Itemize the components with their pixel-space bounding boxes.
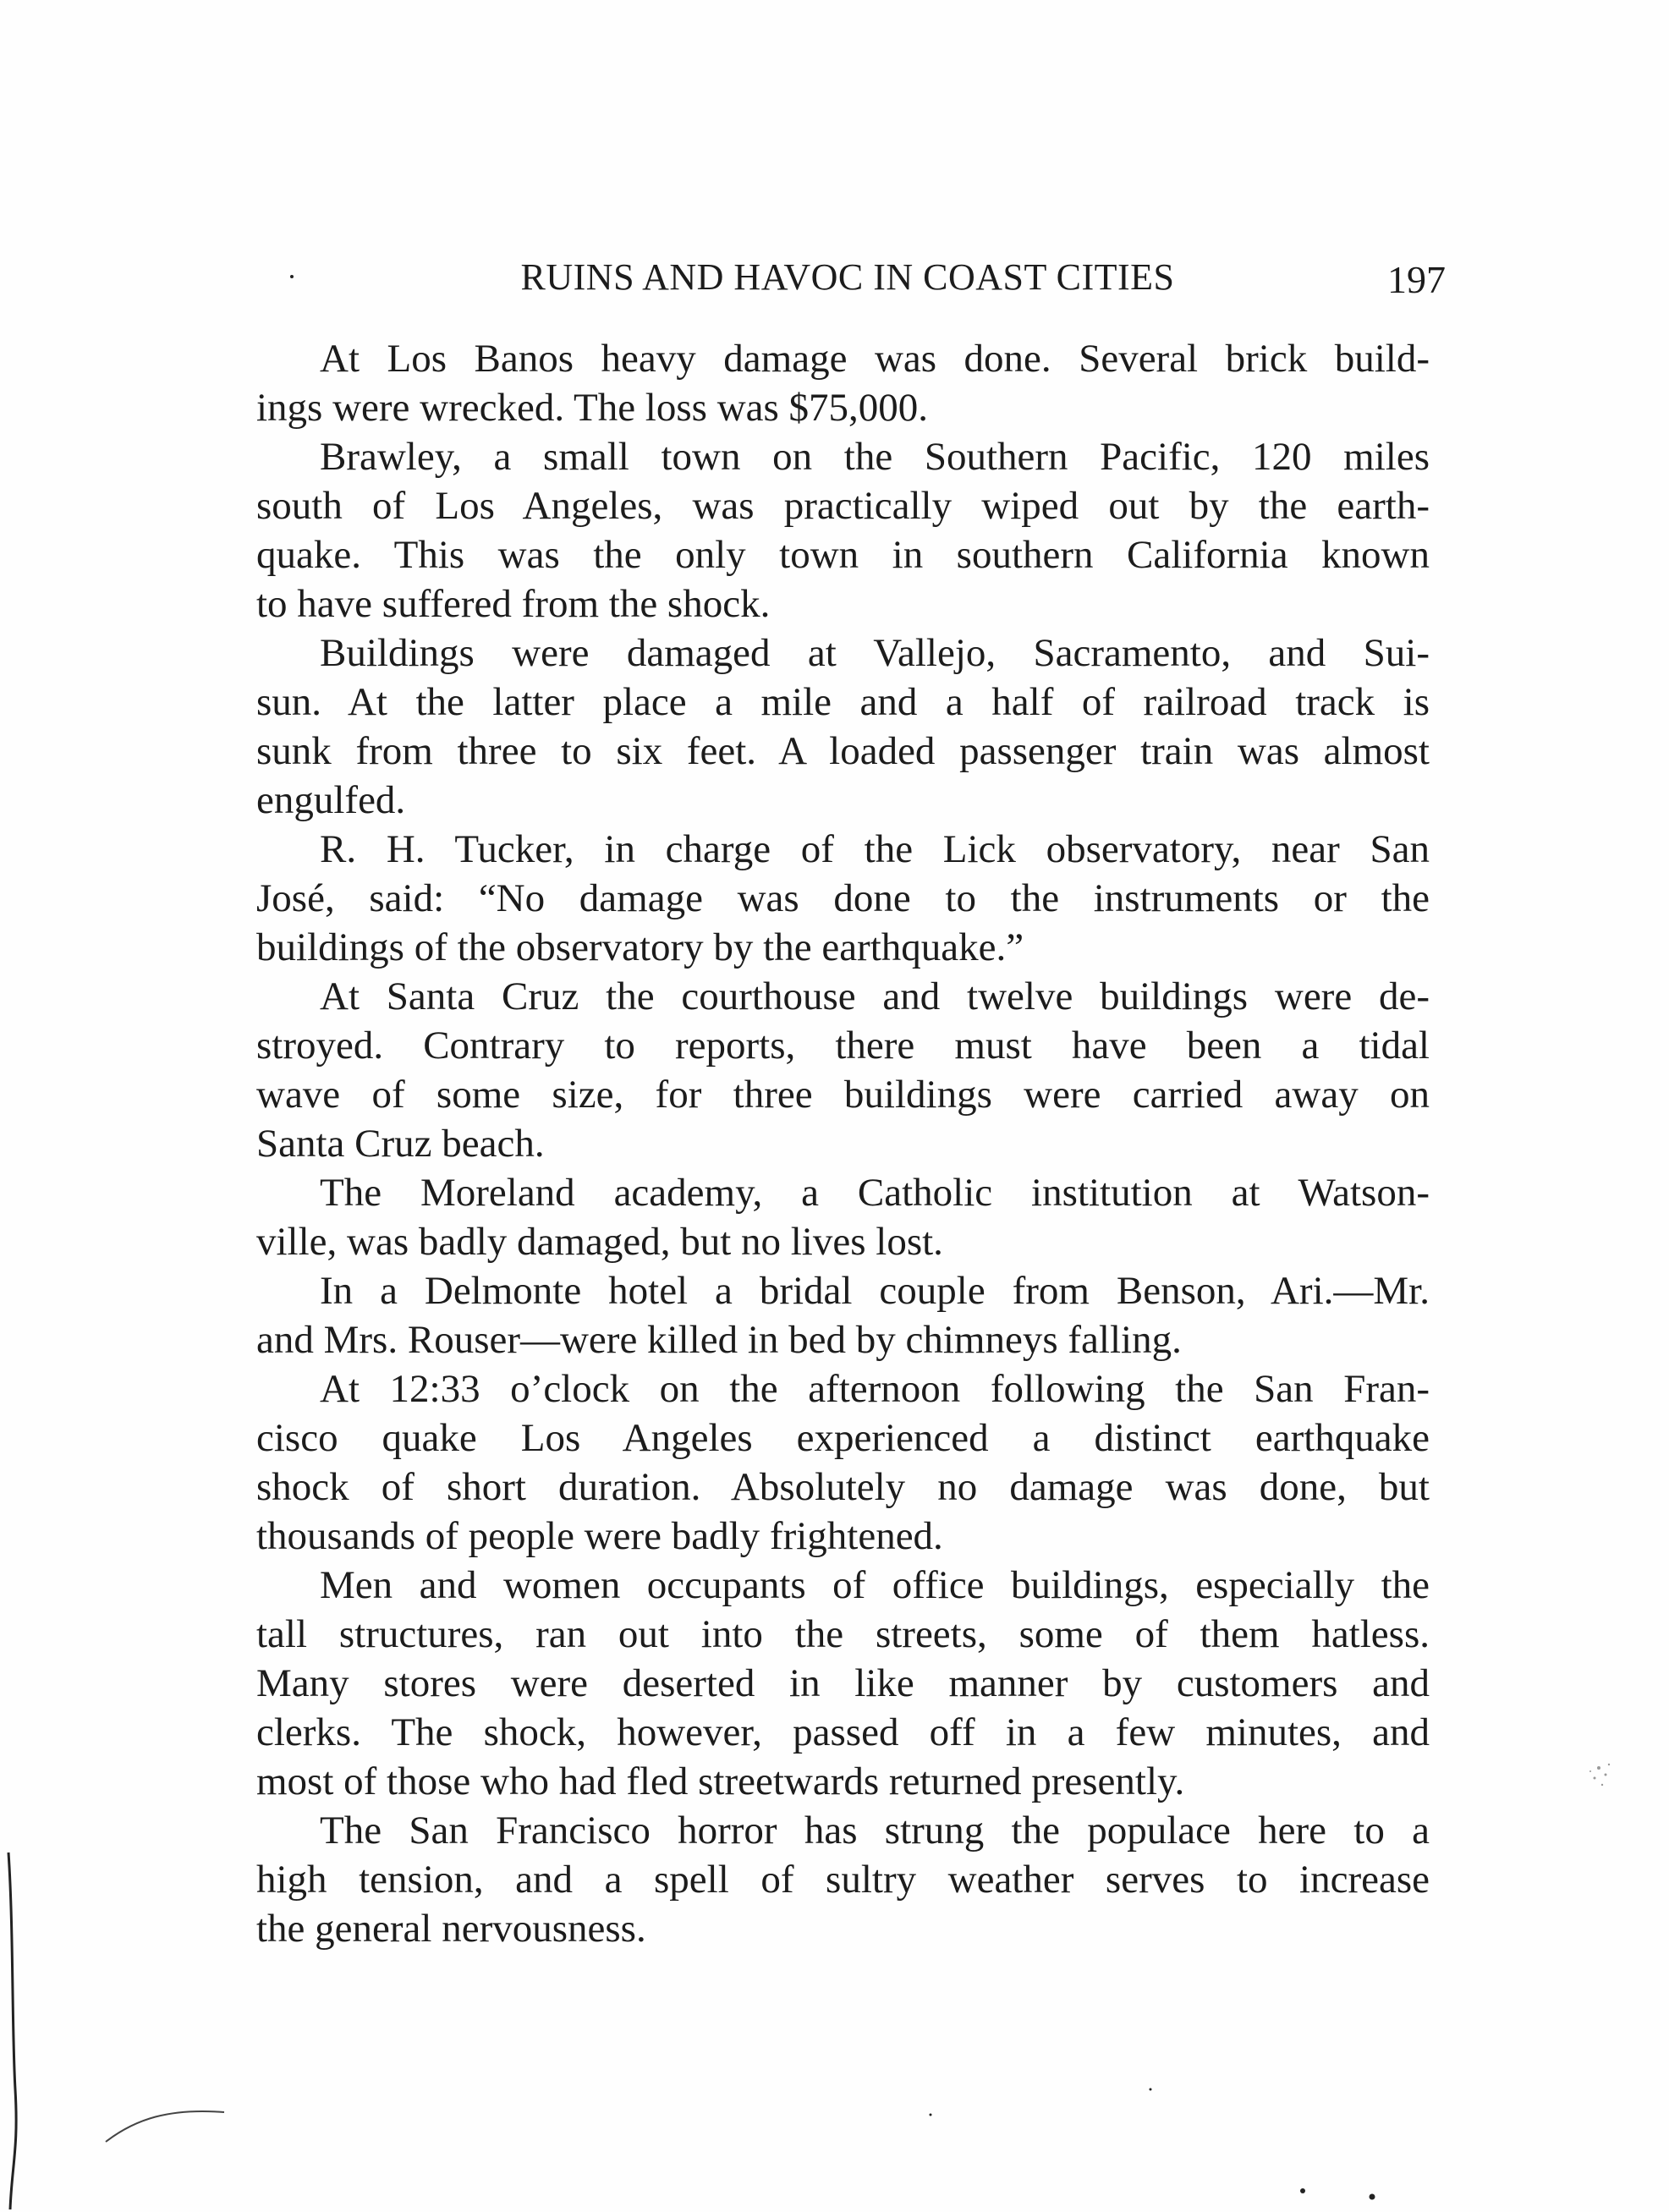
text-line: shock of short duration. Absolutely no damage was done, but: [256, 1465, 1430, 1509]
text-line: The San Francisco horror has strung the populace here to a: [320, 1809, 1430, 1852]
text-line: At Los Banos heavy damage was done. Several brick build-: [320, 337, 1430, 381]
text-line: Many stores were deserted in like manner by customers and: [256, 1661, 1430, 1705]
text-line: sunk from three to six feet. A loaded passenger train was almost: [256, 729, 1430, 773]
text-line: In a Delmonte hotel a bridal couple from Benson, Ari.—Mr.: [320, 1269, 1430, 1313]
text-line: tall structures, ran out into the streets, some of them hatless.: [256, 1612, 1430, 1656]
text-line: Men and women occupants of office buildings, especially the: [320, 1563, 1430, 1607]
text-line: buildings of the observatory by the earthquake.”: [256, 925, 1024, 969]
dust-dots: [290, 275, 1375, 2200]
speckle-mark: [1589, 1764, 1610, 1786]
text-line: The Moreland academy, a Catholic institution at Watson-: [320, 1171, 1430, 1215]
pencil-stroke-mark: [106, 2111, 224, 2142]
text-line: R. H. Tucker, in charge of the Lick observatory, near San: [320, 827, 1430, 871]
text-line: wave of some size, for three buildings were carried away on: [256, 1073, 1430, 1117]
text-line: Buildings were damaged at Vallejo, Sacramento, and Sui-: [320, 631, 1430, 675]
text-line: stroyed. Contrary to reports, there must have been a tidal: [256, 1024, 1430, 1068]
text-line: thousands of people were badly frightened.: [256, 1514, 943, 1558]
text-line: the general nervousness.: [256, 1907, 646, 1951]
text-line: quake. This was the only town in southern California known: [256, 533, 1430, 577]
text-line: and Mrs. Rouser—were killed in bed by chimneys falling.: [256, 1318, 1182, 1362]
text-line: engulfed.: [256, 778, 406, 822]
text-line: cisco quake Los Angeles experienced a distinct earthquake: [256, 1416, 1430, 1460]
page-number: 197: [1387, 258, 1446, 301]
text-line: Brawley, a small town on the Southern Pacific, 120 miles: [320, 435, 1430, 479]
text-line: to have suffered from the shock.: [256, 582, 771, 626]
text-line: Santa Cruz beach.: [256, 1122, 545, 1166]
text-line: At 12:33 o’clock on the afternoon following the San Fran-: [320, 1367, 1430, 1411]
text-line: high tension, and a spell of sultry weather serves to increase: [256, 1858, 1430, 1902]
running-head-title: RUINS AND HAVOC IN COAST CITIES: [520, 256, 1175, 298]
binding-edge-line: [8, 1852, 16, 2209]
text-line: José, said: “No damage was done to the instruments or the: [256, 876, 1430, 920]
text-line: ings were wrecked. The loss was $75,000.: [256, 386, 929, 430]
text-line: At Santa Cruz the courthouse and twelve buildings were de-: [320, 974, 1430, 1018]
text-line: south of Los Angeles, was practically wiped out by the earth-: [256, 484, 1430, 528]
text-line: sun. At the latter place a mile and a half of railroad track is: [256, 680, 1430, 724]
text-line: most of those who had fled streetwards returned presently.: [256, 1759, 1185, 1803]
text-line: ville, was badly damaged, but no lives lost.: [256, 1220, 943, 1264]
text-line: clerks. The shock, however, passed off in a few minutes, and: [256, 1710, 1430, 1754]
